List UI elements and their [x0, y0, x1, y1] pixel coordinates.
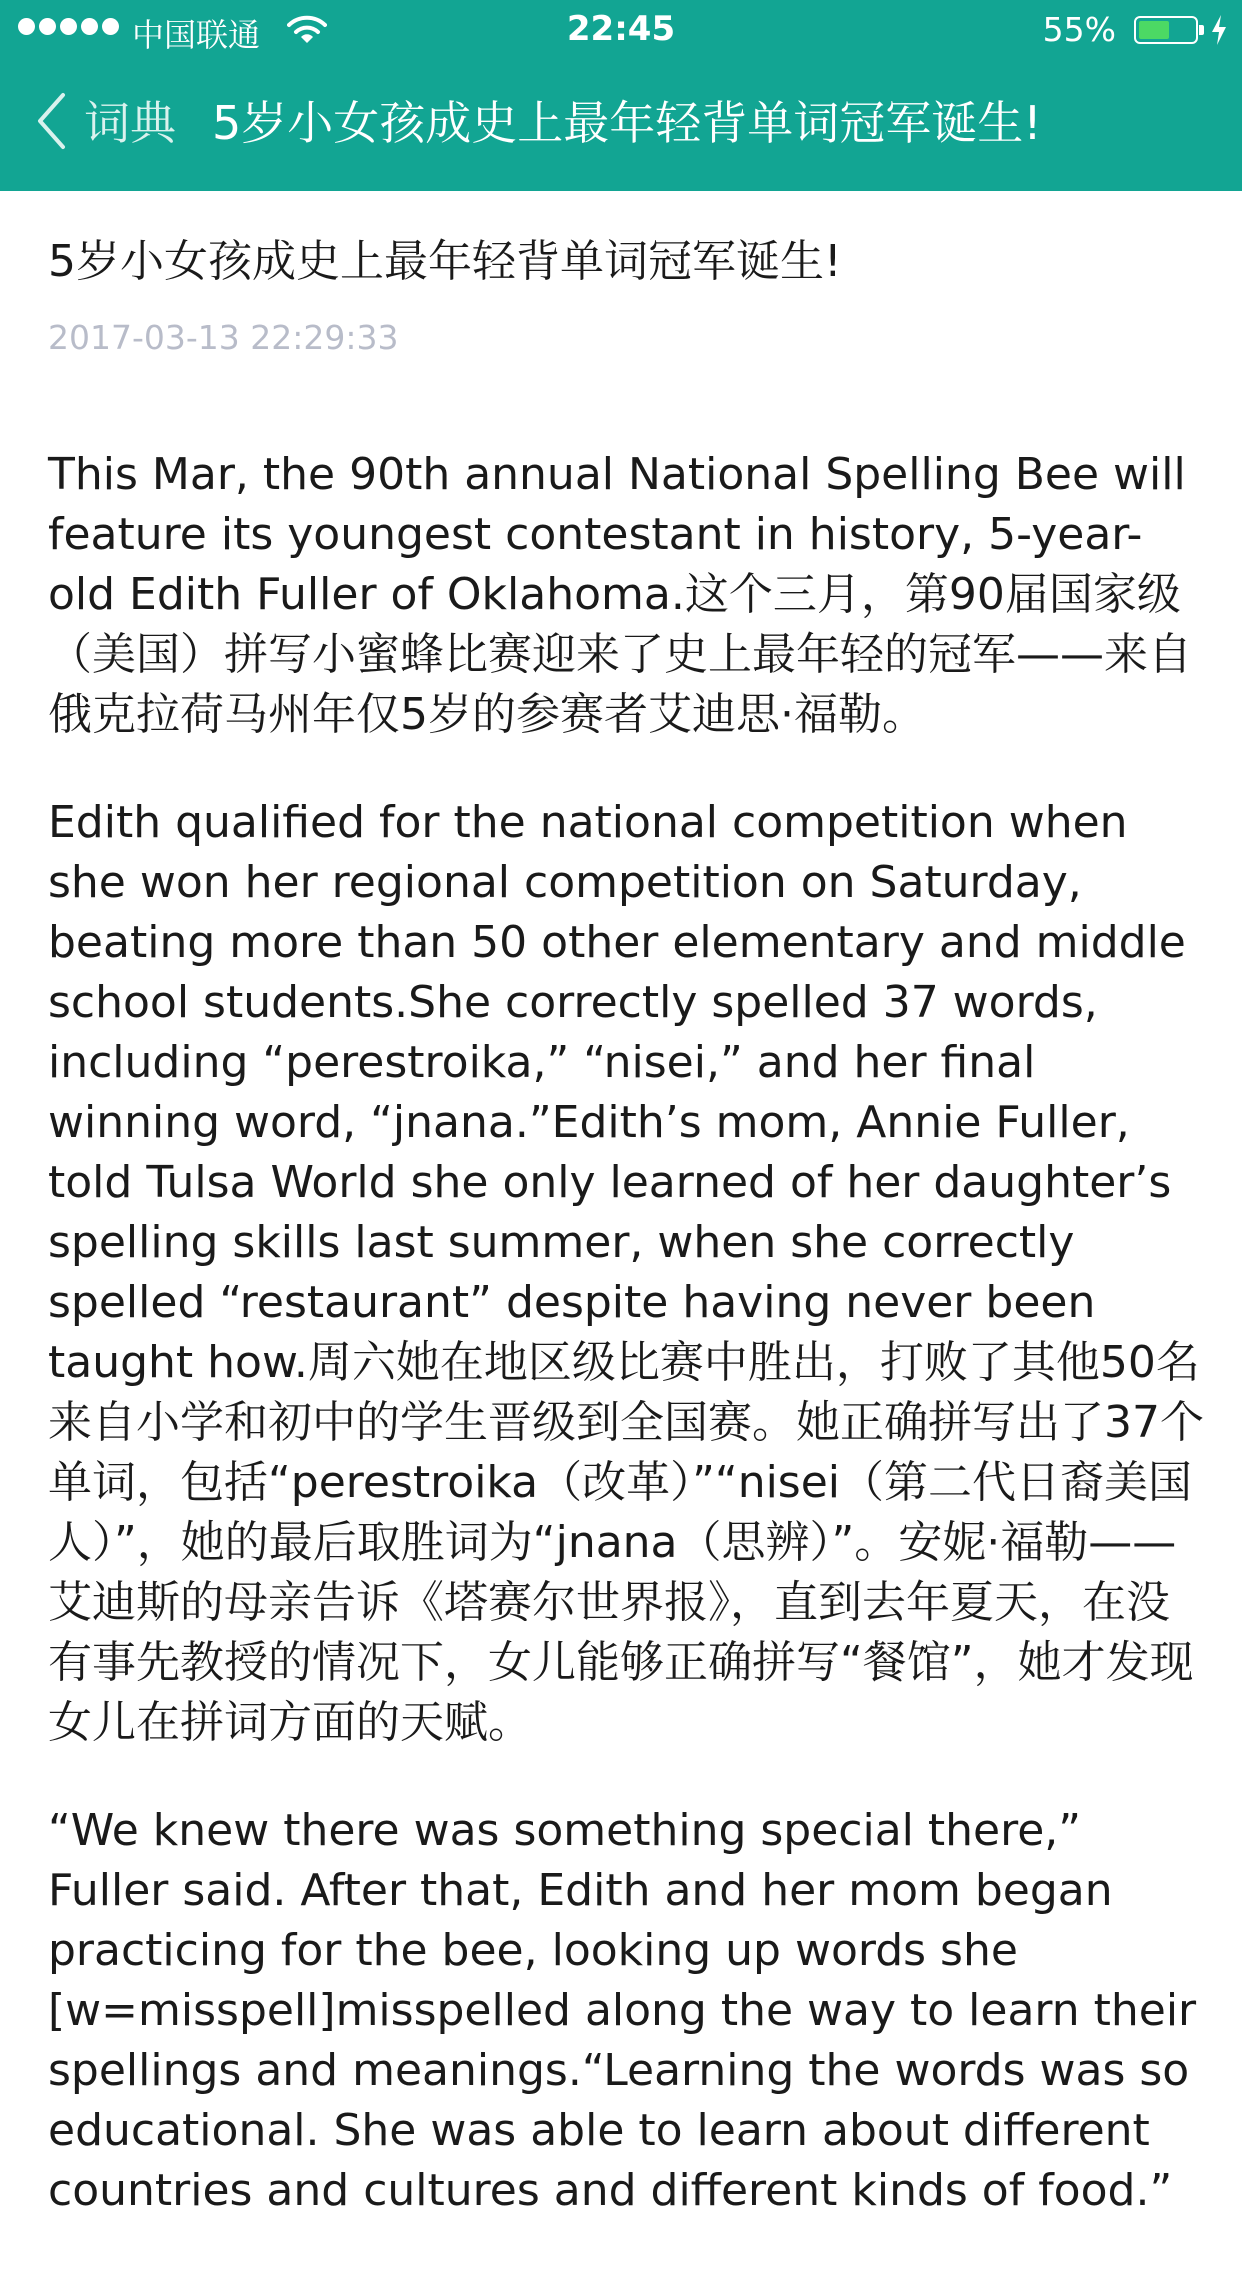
- top-bar: [0, 0, 1242, 191]
- carrier-name: 中国联通: [132, 16, 261, 54]
- article-paragraph: This Mar, the 90th annual National Spelling Bee will feature its youngest contestant in history, 5-year-old Edith Fuller of Oklahoma.这个三月，第90届国家级（美国）拼写小蜜蜂比赛迎来了史上最年轻的冠军——来自俄克拉荷马州年仅5岁的参赛者艾迪思·福勒。: [48, 449, 1192, 740]
- chevron-left-icon: [36, 92, 66, 154]
- battery-level: [1139, 21, 1169, 39]
- article-title: 5岁小女孩成史上最年轻背单词冠军诞生!: [48, 236, 842, 287]
- back-button[interactable]: [36, 92, 176, 154]
- nav-title: 5岁小女孩成史上最年轻背单词冠军诞生!: [212, 96, 1042, 150]
- status-bar: [0, 0, 1242, 60]
- battery-percent: 55%: [1042, 10, 1116, 49]
- status-time: 22:45: [566, 9, 676, 49]
- article-paragraph: Edith qualified for the national competition when she won her regional competition on Saturday, beating more than 50 other elementary and middle school students.She correctly spelled 37 words, including “perestroika,” “nisei,” and her final winning word, “jnana.”Edith’s mom, Annie Fuller, told Tulsa World she only learned of her daughter’s spelling skills last summer, when she correctly spelled “restaurant” despite having never been taught how.周六她在地区级比赛中胜出，打败了其他50名来自小学和初中的学生晋级到全国赛。她正确拼写出了37个单词，包括“perestroika（改革）”“nisei（第二代日裔美国人）”，她的最后取胜词为“jnana（思辨）”。安妮·福勒——艾迪斯的母亲告诉《塔赛尔世界报》，直到去年夏天，在没有事先教授的情况下，女儿能够正确拼写“餐馆”，她才发现女儿在拼词方面的天赋。: [48, 797, 1204, 1748]
- article-content: [48, 191, 1208, 2269]
- battery-tip: [1199, 25, 1204, 35]
- back-label: 词典: [84, 96, 176, 150]
- article-paragraph: “We knew there was something special there,” Fuller said. After that, Edith and her mom began practicing for the bee, looking up words she [w=misspell]misspelled along the way to learn their spellings and meanings.“Learning the words was so educational. She was able to learn about different countries and cultures and different kinds of food.”: [48, 1805, 1197, 2216]
- navigation-bar: [0, 60, 1242, 191]
- article-body: [48, 445, 1208, 2221]
- article-date: 2017-03-13 22:29:33: [48, 318, 399, 357]
- battery-icon: [1134, 16, 1198, 44]
- charging-bolt-icon: [1210, 14, 1228, 54]
